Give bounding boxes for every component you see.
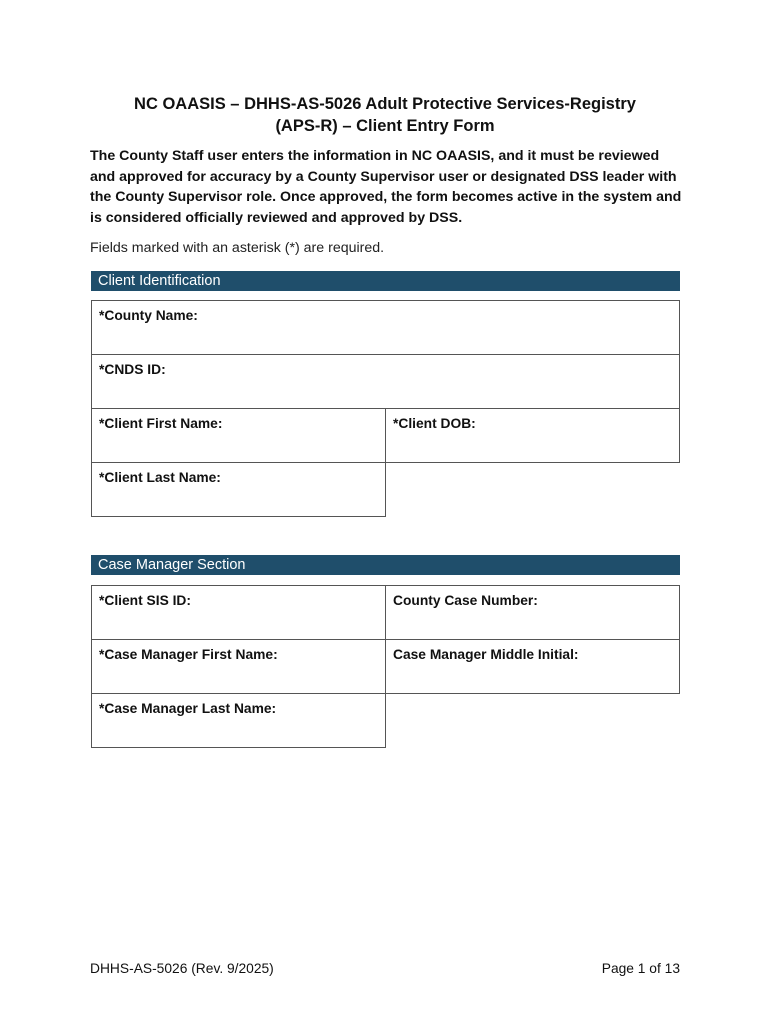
required-fields-note: Fields marked with an asterisk (*) are required. <box>90 240 385 256</box>
cnds-id-label: *CNDS ID: <box>99 362 166 377</box>
client-last-name-label: *Client Last Name: <box>99 470 221 485</box>
client-identification-header: Client Identification <box>91 271 680 291</box>
footer-form-id: DHHS-AS-5026 (Rev. 9/2025) <box>90 961 274 976</box>
case-manager-first-name-field[interactable] <box>91 639 386 694</box>
client-first-name-field[interactable] <box>91 408 386 463</box>
county-case-number-field[interactable] <box>385 585 680 640</box>
client-sis-id-label: *Client SIS ID: <box>99 593 191 608</box>
page-title <box>90 93 680 137</box>
county-name-label: *County Name: <box>99 308 198 323</box>
client-sis-id-field[interactable] <box>91 585 386 640</box>
cnds-id-field[interactable] <box>91 354 680 409</box>
case-manager-middle-initial-field[interactable] <box>385 639 680 694</box>
county-name-field[interactable] <box>91 300 680 355</box>
client-first-name-label: *Client First Name: <box>99 416 223 431</box>
case-manager-section-header: Case Manager Section <box>91 555 680 575</box>
intro-paragraph: The County Staff user enters the information in NC OAASIS, and it must be reviewed and approved for accuracy by a County Supervisor user or designated DSS leader with the County Supervisor role. Once approved, the form becomes active in the system and is considered officially reviewed and approved by DSS. <box>90 148 682 226</box>
case-manager-last-name-field[interactable] <box>91 693 386 748</box>
client-dob-field[interactable] <box>385 408 680 463</box>
county-case-number-label: County Case Number: <box>393 593 538 608</box>
case-manager-last-name-label: *Case Manager Last Name: <box>99 701 277 716</box>
case-manager-middle-initial-label: Case Manager Middle Initial: <box>393 647 579 662</box>
client-dob-label: *Client DOB: <box>393 416 476 431</box>
footer-page-number: Page 1 of 13 <box>601 961 680 976</box>
title-line-1: NC OAASIS – DHHS-AS-5026 Adult Protective Services-Registry <box>134 95 636 113</box>
client-last-name-field[interactable] <box>91 462 386 517</box>
case-manager-first-name-label: *Case Manager First Name: <box>99 647 278 662</box>
title-line-2: (APS-R) – Client Entry Form <box>275 117 495 135</box>
